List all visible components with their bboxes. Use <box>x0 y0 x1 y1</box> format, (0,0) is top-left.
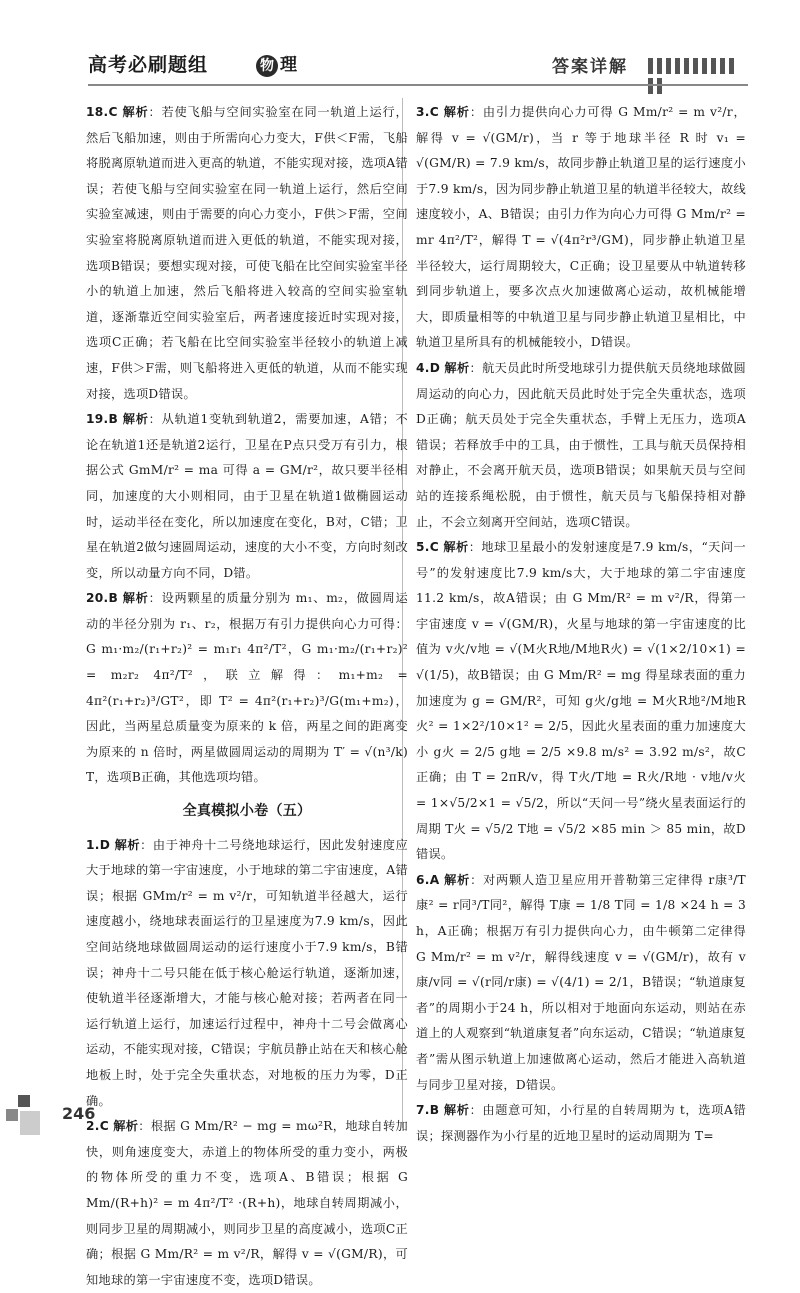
item-text: ：对两颗人造卫星应用开普勒第三定律得 r康³/T康² = r同³/T同²，解得 T康 = 1/8 T同 = 1/8 ×24 h = 3 h，A正确；根据万有引力提供向心力，由牛顿第二定律得 G Mm/r² = m v²/r，解得线速度 v = √(GM/r)，故有 v康/v同 = √(r同/r康) = √(4/1) = 2/1，B错误；“轨道康复者”的周期小于24 h，所以相对于地面向东运动，则站在赤道上的人观察到“轨道康复者”向东运动，C错误；“轨道康复者”需从图示轨道上加速做离心运动，然后才能进入高轨道与同步卫星对接，D错误。 <box>416 872 746 1092</box>
item-number: 4.D <box>416 360 441 375</box>
item-number: 2.C <box>86 1119 109 1134</box>
book-title: 高考必刷题组 <box>88 54 209 76</box>
analysis-label: 解析 <box>444 872 471 887</box>
item-text: ：设两颗星的质量分别为 m₁、m₂，做圆周运动的半径分别为 r₁、r₂，根据万有引力提供向心力可得：G m₁·m₂/(r₁+r₂)² = m₁r₁ 4π²/T²，G m₁·m₂/(r₁+r₂)² = m₂r₂ 4π²/T²，联立解得：m₁+m₂ = 4π²(r₁+r₂)³/GT²，即 T² = 4π²(r₁+r₂)³/G(m₁+m₂)，因此，当两星总质量变为原来的 k 倍，两星之间的距离变为原来的 n 倍时，两星做圆周运动的周期为 T′ = √(n³/k) T，选项B正确，其他选项均错。 <box>86 591 408 785</box>
item-text: ：若使飞船与空间实验室在同一轨道上运行，然后飞船加速，则由于所需向心力变大，F供＜F需，飞船将脱离原轨道而进入更高的轨道，不能实现对接，选项A错误；若使飞船与空间实验室在同一轨道上运行，然后空间实验室减速，则由于需要的向心力变小，F供＞F需，空间实验室将脱离原轨道而进入更低的轨道，不能实现对接，选项B错误；要想实现对接，可使飞船在比空间实验室半径小的轨道上加速，然后飞船将进入较高的空间实验室轨道，逐渐靠近空间实验室后，两者速度接近时实现对接，选项C正确；若飞船在比空间实验室半径较小的轨道上减速，F供＞F需，则飞船将进入更低的轨道，从而不能实现对接，选项D错误。 <box>86 105 408 401</box>
answer-item-20 <box>86 586 408 791</box>
analysis-label: 解析 <box>113 1119 139 1134</box>
analysis-label: 解析 <box>443 105 470 119</box>
answer-item-3 <box>416 100 746 356</box>
subject-char-2: 理 <box>280 55 297 75</box>
item-number: 19.B <box>86 412 119 427</box>
answer-item-7 <box>416 1098 746 1149</box>
decorative-bars-icon <box>648 58 738 98</box>
item-number: 3.C <box>416 105 439 119</box>
item-text: ：由题意可知，小行星的自转周期为 t，选项A错误；探测器作为小行星的近地卫星时的运动周期为 T= <box>416 1103 746 1143</box>
answer-item-1 <box>86 833 408 1115</box>
answer-item-4 <box>416 356 746 535</box>
item-number: 5.C <box>416 540 439 555</box>
page-header <box>88 48 738 86</box>
item-text: ：根据 G Mm/R² − mg = mω²R，地球自转加快，则角速度变大，赤道上的物体所受的重力变小，两极的物体所受的重力不变，选项A、B错误；根据 G Mm/(R+h)² = m 4π²/T² ·(R+h)，地球自转周期减小，则同步卫星的周期减小，则同步卫星的高度减小，选项C正确；根据 G Mm/R² = m v²/R，解得 v = √(GM/R)，可知地球的第一宇宙速度不变，选项D错误。 <box>86 1119 408 1287</box>
header-divider <box>88 84 748 86</box>
item-number: 7.B <box>416 1103 440 1118</box>
analysis-label: 解析 <box>443 1103 470 1118</box>
item-number: 20.B <box>86 591 119 606</box>
item-text: ：由于神舟十二号绕地球运行，因此发射速度应大于地球的第一宇宙速度，小于地球的第二宇宙速度，A错误；根据 GMm/r² = m v²/r，可知轨道半径越大，运行速度越小，绕地球表面运行的卫星速度为7.9 km/s，因此空间站绕地球做圆周运动的运行速度小于7.9 km/s，B错误；神舟十二号只能在低于核心舱运行轨道，逐渐加速，使轨道半径逐渐增大，才能与核心舱对接；若两者在同一运行轨道上运行，加速运行过程中，神舟十二号会做离心运动，不能实现对接，C错误；宇航员静止站在天和核心舱地板上时，处于完全失重状态，对地板的压力为零，D正确。 <box>86 837 408 1108</box>
analysis-label: 解析 <box>122 105 149 119</box>
answer-item-5 <box>416 535 746 868</box>
item-number: 6.A <box>416 872 440 887</box>
page-corner-decoration-icon <box>0 1095 40 1135</box>
analysis-label: 解析 <box>114 837 141 852</box>
right-column <box>416 100 746 1149</box>
analysis-label: 解析 <box>122 591 149 606</box>
item-text: ：由引力提供向心力可得 G Mm/r² = m v²/r，解得 v = √(GM/r)，当 r 等于地球半径 R 时 v₁ = √(GM/R) = 7.9 km/s，故同步静止轨道卫星的运行速度小于7.9 km/s，因为同步静止轨道卫星的轨道半径较大，故线速度较小，A、B错误；由引力作为向心力可得 G Mm/r² = mr 4π²/T²，解得 T = √(4π²r³/GM)，同步静止轨道卫星半径较大，运行周期较大，C正确；设卫星要从中轨道转移到同步轨道上，要多次点火加速做离心运动，故机械能增大，即质量相等的中轨道卫星与同步静止轨道卫星相比，中轨道卫星所具有的机械能较小，D错误。 <box>416 105 746 350</box>
answer-tag: 答案详解 <box>552 57 628 77</box>
item-number: 18.C <box>86 105 118 119</box>
item-number: 1.D <box>86 837 111 852</box>
analysis-label: 解析 <box>444 360 470 375</box>
page-number: 246 <box>62 1104 96 1123</box>
item-text: ：地球卫星最小的发射速度是7.9 km/s，“天问一号”的发射速度比7.9 km/s大，大于地球的第二宇宙速度11.2 km/s，故A错误；由 G Mm/R² = m v²/R，得第一宇宙速度 v = √(GM/R)，火星与地球的第一宇宙速度的比值为 v火/v地 = √(M火R地/M地R火) = √(1×2/10×1) = √(1/5)，故B错误；由 G Mm/R² = mg 得星球表面的重力加速度为 g = GM/R²，可知 g火/g地 = M火R地²/M地R火² = 1×2²/10×1² = 2/5，因此火星表面的重力加速度大小 g火 = 2/5 g地 = 2/5 ×9.8 m/s² = 3.92 m/s²，故C正确；由 T = 2πR/v，得 T火/T地 = R火/R地 · v地/v火 = 1×√5/2×1 = √5/2，所以“天问一号”绕火星表面运行的周期 T火 = √5/2 T地 = √5/2 ×85 min ＞ 85 min，故D错误。 <box>416 540 747 862</box>
left-column <box>86 100 408 1293</box>
section-title: 全真模拟小卷（五） <box>182 803 312 820</box>
answer-item-2 <box>86 1114 408 1293</box>
answer-item-19 <box>86 407 408 586</box>
subject-char-1: 物 <box>256 55 278 77</box>
answer-item-6 <box>416 868 746 1098</box>
analysis-label: 解析 <box>122 412 149 427</box>
item-text: ：航天员此时所受地球引力提供航天员绕地球做圆周运动的向心力，因此航天员此时处于完全失重状态，选项D正确；航天员处于完全失重状态，手臂上无压力，选项A错误；若释放手中的工具，由于惯性，工具与航天员保持相对静止，不会离开航天员，选项B错误；如果航天员与空间站的连接系绳松脱，由于惯性，航天员与飞船保持相对静止，不会立刻离开空间站，选项C错误。 <box>416 360 746 529</box>
item-text: ：从轨道1变轨到轨道2，需要加速，A错；不论在轨道1还是轨道2运行，卫星在P点只受万有引力，根据公式 GmM/r² = ma 可得 a = GM/r²，故只要半径相同，加速度的大小则相同，由于卫星在轨道1做椭圆运动时，运动半径在变化，所以加速度在变化，B对，C错；卫星在轨道2做匀速圆周运动，速度的大小不变，方向时刻改变，所以动量方向不同，D错。 <box>86 412 409 580</box>
answer-item-18 <box>86 100 408 407</box>
analysis-label: 解析 <box>443 540 469 555</box>
subject-label <box>256 50 297 77</box>
